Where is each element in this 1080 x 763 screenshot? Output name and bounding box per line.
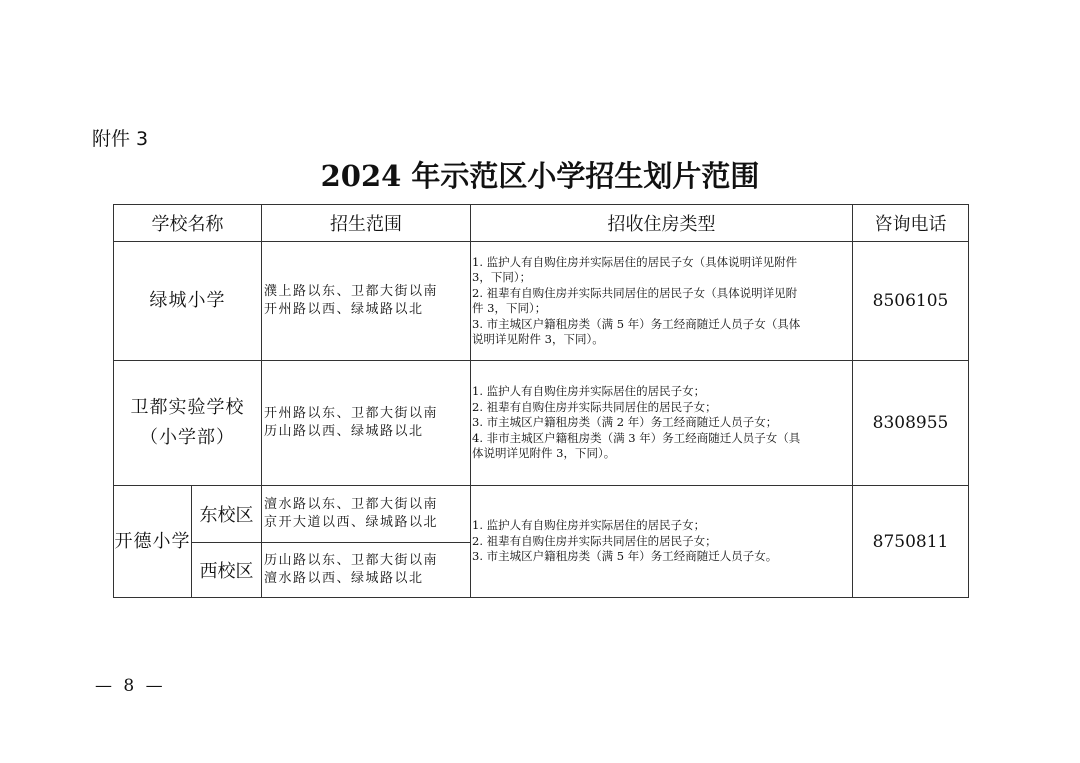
campus-west: 西校区	[192, 543, 262, 598]
housing-line: 2. 祖辈有自购住房并实际共同居住的居民子女（具体说明详见附	[472, 285, 798, 300]
school-name: 开德小学	[114, 486, 192, 598]
header-housing: 招收住房类型	[471, 205, 853, 242]
header-school: 学校名称	[114, 205, 262, 242]
range-cell	[262, 486, 471, 543]
school-name-line: 卫都实验学校	[130, 397, 245, 418]
range-cell	[262, 242, 471, 361]
range-line: 历山路以东、卫都大街以南	[264, 553, 439, 568]
housing-line: 2. 祖辈有自购住房并实际共同居住的居民子女；	[472, 533, 717, 548]
school-name: 绿城小学	[114, 242, 262, 361]
school-name-line: （小学部）	[140, 427, 235, 448]
table-row	[114, 361, 969, 486]
document-title: 2024 年示范区小学招生划片范围	[320, 159, 760, 193]
housing-line: 3，下同）；	[472, 270, 532, 284]
housing-line: 4. 非市主城区户籍租房类（满 3 年）务工经商随迁人员子女（具	[472, 430, 801, 445]
housing-line: 体说明详见附件 3，下同）。	[472, 446, 616, 461]
header-phone: 咨询电话	[853, 205, 969, 242]
housing-cell	[471, 486, 853, 598]
housing-line: 说明详见附件 3，下同）。	[472, 332, 604, 346]
housing-cell	[471, 361, 853, 486]
table-row	[114, 486, 969, 543]
range-line: 京开大道以西、绿城路以北	[264, 515, 439, 530]
range-line: 濮上路以东、卫都大街以南	[264, 284, 439, 299]
housing-line: 1. 监护人有自购住房并实际居住的居民子女；	[472, 518, 706, 533]
table-header-row	[114, 205, 969, 242]
header-range: 招生范围	[262, 205, 471, 242]
campus-east: 东校区	[192, 486, 262, 543]
housing-line: 3. 市主城区户籍租房类（满 5 年）务工经商随迁人员子女。	[472, 549, 778, 564]
range-line: 开州路以西、绿城路以北	[264, 302, 424, 317]
housing-line: 2. 祖辈有自购住房并实际共同居住的居民子女；	[472, 399, 717, 414]
school-name	[114, 361, 262, 486]
attachment-label: 附件 3	[92, 128, 149, 150]
housing-line: 1. 监护人有自购住房并实际居住的居民子女（具体说明详见附件	[472, 254, 798, 269]
page-number: — 8 —	[95, 676, 166, 696]
range-cell	[262, 543, 471, 598]
housing-line: 3. 市主城区户籍租房类（满 5 年）务工经商随迁人员子女（具体	[472, 316, 801, 331]
enrollment-table	[113, 204, 969, 598]
housing-cell	[471, 242, 853, 361]
range-line: 开州路以东、卫都大街以南	[264, 406, 439, 421]
housing-line: 3. 市主城区户籍租房类（满 2 年）务工经商随迁人员子女；	[472, 415, 778, 430]
phone-number: 8308955	[853, 361, 969, 486]
phone-number: 8750811	[853, 486, 969, 598]
range-line: 澶水路以西、绿城路以北	[264, 571, 424, 586]
phone-number: 8506105	[853, 242, 969, 361]
housing-line: 1. 监护人有自购住房并实际居住的居民子女；	[472, 384, 706, 399]
table-row	[114, 242, 969, 361]
housing-line: 件 3，下同）；	[472, 301, 547, 315]
range-line: 历山路以西、绿城路以北	[264, 424, 424, 439]
range-cell	[262, 361, 471, 486]
range-line: 澶水路以东、卫都大街以南	[264, 497, 439, 512]
